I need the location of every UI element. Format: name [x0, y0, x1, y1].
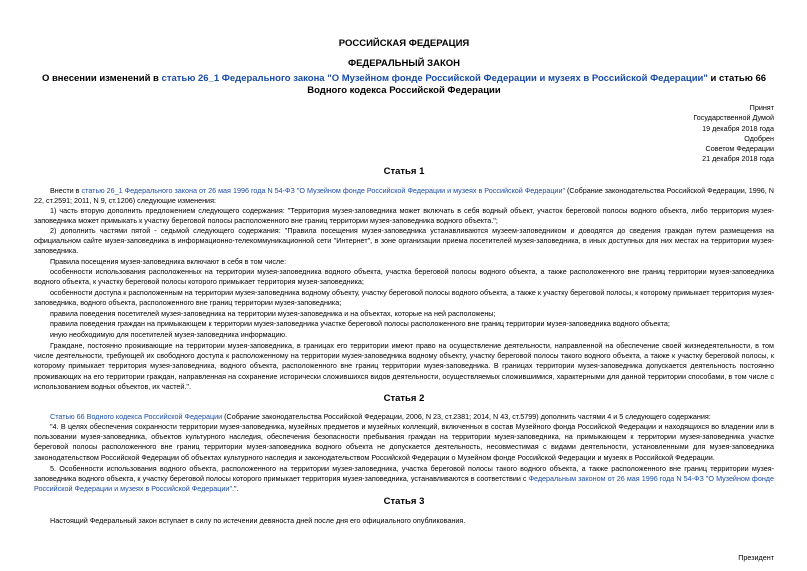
article-1-rule-water-use: особенности использования расположенных на территории музея-заповедника водного объекта, участка береговой полосы водного объекта, а также расположенного вне границ территории музея-заповедника водного объекта, к участку береговой полосы которого примыкает территория музея-заповедника;	[34, 267, 774, 287]
article-1-intro-post: (Собрание законодательства Российской Федерации, 1996, N 22, ст.2591; 2011, N 9, ст.1206) следующие изменения:	[34, 186, 774, 206]
article-3-text: Настоящий Федеральный закон вступает в силу по истечении девяноста дней после дня его официального опубликования.	[50, 516, 466, 525]
article-2-intro-link[interactable]: Статью 66 Водного кодекса Российской Федерации	[50, 412, 223, 421]
article-1-point-2: 2) дополнить частями пятой - седьмой следующего содержания: "Правила посещения музея-заповедника устанавливаются музеем-заповедником и доводятся до сведения граждан путем размещения на официальном сайте музея-заповедника в информационно-телекоммуникационной сети "Интернет", в зоне организации приема посетителей музея-заповедника, в иных доступных для них местах на территории музея-заповедника.	[34, 226, 774, 256]
article-1-intro	[34, 186, 774, 206]
article-2-heading: Статья 2	[383, 393, 425, 404]
article-1-rule-other: иную необходимую для посетителей музея-заповедника информацию.	[50, 330, 288, 339]
title-link-museum-law[interactable]: статью 26_1 Федерального закона "О Музейном фонде Российской Федерации и музеях в Российской Федерации"	[161, 73, 708, 84]
article-2-part-4: "4. В целях обеспечения сохранности территории музея-заповедника, музейных предметов и музейных коллекций, включенных в состав Музейного фонда Российской Федерации и находящихся во владении или в пользовании музея-заповедника, объектов культурного наследия, обеспечения безопасности пребывания граждан на территории музея-заповедника, на примыкающем к территории музея-заповедника участке береговой полосы расположенного вне границ территории музея-заповедника водного объекта не допускается деятельность, несовместимая с видами деятельности, установленными для музея-заповедника законодательством Российской Федерации об объектах культурного наследия и законодательством Российской Федерации о Музейном фонде Российской Федерации и музеях в Российской Федерации.	[34, 422, 774, 462]
article-2-part-5-pre: 5. Особенности использования водного объекта, расположенного на территории музея-заповедника, участка береговой полосы такого водного объекта, а также расположенного вне границ территории музея-заповедника водного объекта, к участку береговой полосы которого примыкает территория музея-заповедника, устанавливаются в соответствии с	[34, 464, 774, 484]
article-2-part-5	[34, 464, 774, 495]
article-1-point-1: 1) часть вторую дополнить предложением следующего содержания: "Территория музея-заповедника может включать в себя водный объект, участок береговой полосы водного объекта, либо территория музея-заповедника может примыкать к участку береговой полосы расположенного вне границ территории музея-заповедника водного объекта.";	[34, 206, 774, 226]
article-1-rule-access: особенности доступа к расположенным на территории музея-заповедника водному объекту, участку береговой полосы водного объекта, а также к участку береговой полосы, к которому примыкает территория музея-заповедника, водного объекта, расположенного вне границ территории музея-заповедника;	[34, 288, 774, 308]
article-1-intro-link[interactable]: статью 26_1 Федерального закона от 26 мая 1996 года N 54-ФЗ "О Музейном фонде Российской Федерации и музеях в Российской Федерации"	[81, 186, 566, 195]
article-1-rules-intro: Правила посещения музея-заповедника включают в себя в том числе:	[50, 257, 287, 266]
adopted-label: Принят	[749, 103, 774, 112]
article-1-residents: Граждане, постоянно проживающие на территории музея-заповедника, в границах его территории имеют право на осуществление деятельности, направленной на обеспечение своей жизнедеятельности, в том числе деятельности, требующей их свободного доступа к расположенному на территории музея-заповедника водному объекту, участку береговой полосы такого водного объекта, а также к участку береговой полосы, к которому примыкает территория музея-заповедника, водного объекта, расположенного вне границ территории музея-заповедника. В границах территории музея-заповедника допускается деятельность постоянно проживающих на его территории граждан, направленная на сохранение исторически сложившихся видов деятельности, осуществляемых сложившимися, характерными для данной территории способами, в том числе с использованием водных объектов, их частей.".	[34, 341, 774, 391]
law-title	[34, 73, 774, 96]
article-2-intro	[34, 412, 774, 422]
approved-by: Советом Федерации	[705, 144, 774, 154]
article-2-part-5-link[interactable]: Федеральным законом от 26 мая 1996 года N 54-ФЗ "О Музейном фонде Российской Федерации и музеях в Российской Федерации"	[34, 474, 774, 494]
article-2-part-5-post: .".	[232, 484, 239, 494]
approved-label: Одобрен	[744, 133, 774, 143]
article-1-rule-visitors: правила поведения посетителей музея-заповедника на территории музея-заповедника и на объектах, которые на ней расположены;	[50, 309, 496, 318]
adoption-block	[574, 103, 774, 165]
approved-date: 21 декабря 2018 года	[702, 154, 774, 164]
article-3-heading: Статья 3	[383, 496, 425, 507]
country-heading: РОССИЙСКАЯ ФЕДЕРАЦИЯ	[338, 38, 470, 49]
title-prefix: О внесении изменений в	[41, 73, 162, 84]
article-1-rule-citizens: правила поведения граждан на примыкающем к территории музея-заповедника участке береговой полосы расположенного вне границ территории музея-заповедника водного объекта;	[50, 319, 670, 328]
doc-type-heading: ФЕДЕРАЛЬНЫЙ ЗАКОН	[347, 58, 460, 69]
article-2-intro-post: (Собрание законодательства Российской Федерации, 2006, N 23, ст.2381; 2014, N 43, ст.5799) дополнить частями 4 и 5 следующего содержания:	[222, 412, 711, 421]
title-suffix: и статью 66 Водного кодекса Российской Федерации	[307, 73, 767, 96]
article-1-intro-pre: Внести в	[50, 186, 82, 195]
signature-president: Президент	[738, 553, 774, 562]
adopted-by: Государственной Думой	[693, 113, 774, 123]
article-1-heading: Статья 1	[383, 166, 425, 177]
adopted-date: 19 декабря 2018 года	[702, 123, 774, 133]
